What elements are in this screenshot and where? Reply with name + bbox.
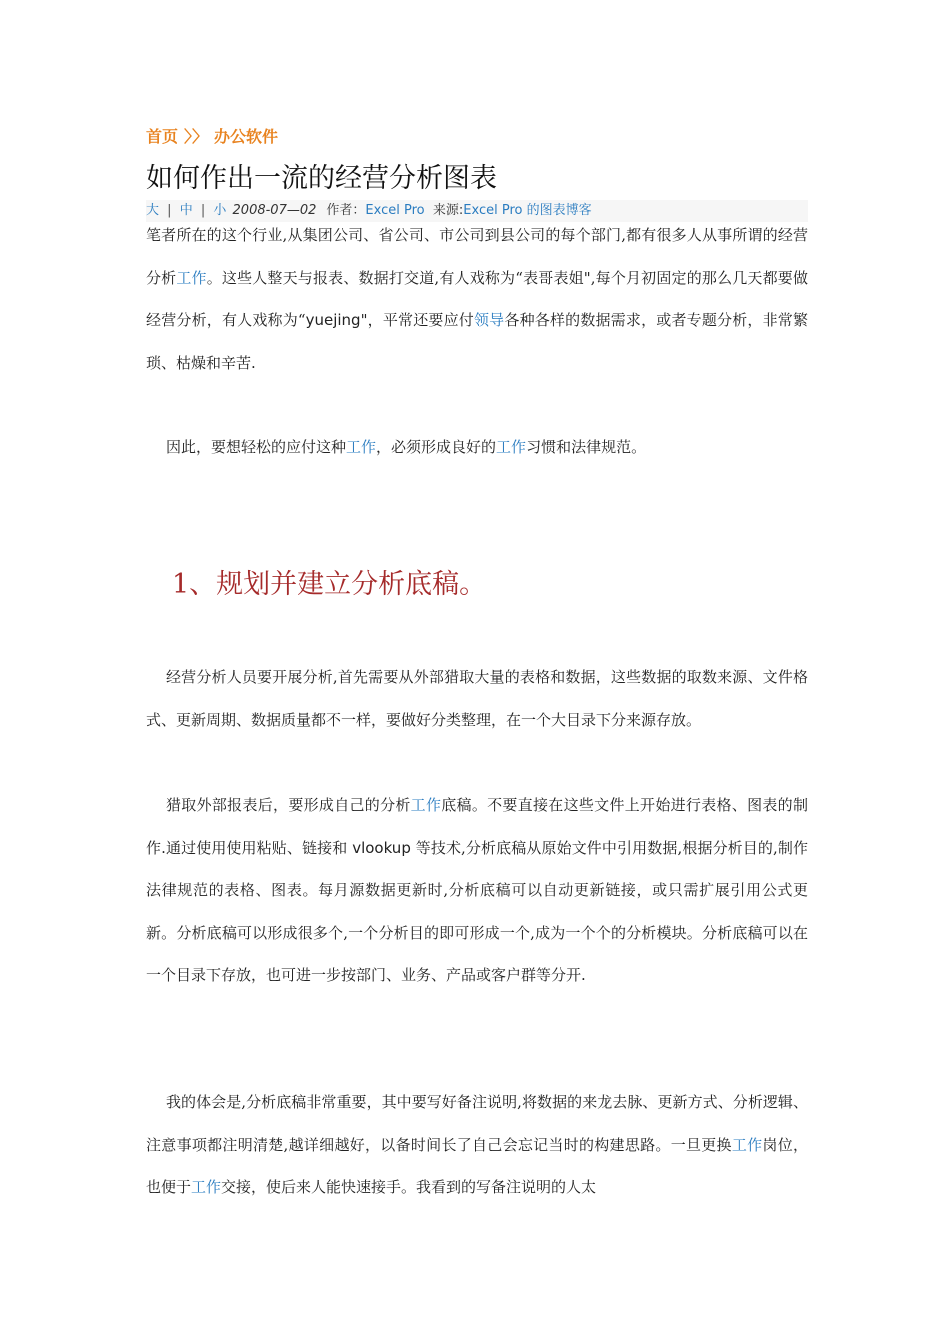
- article-paragraph: [146, 1081, 808, 1209]
- font-size-large-link[interactable]: 大: [146, 203, 160, 218]
- breadcrumb-home-link[interactable]: 首页: [146, 127, 179, 146]
- article-paragraph: 经营分析人员要开展分析,首先需要从外部猎取大量的表格和数据，这些数据的取数来源、文件格式、更新周期、数据质量都不一样，要做好分类整理，在一个大目录下分来源存放。: [146, 668, 808, 729]
- lead-keyword-link[interactable]: 领导: [473, 311, 505, 329]
- author-label: 作者：: [326, 203, 366, 218]
- breadcrumb-separator: 〉〉: [184, 127, 209, 146]
- font-size-medium-link[interactable]: 中: [179, 203, 193, 218]
- author-link[interactable]: Excel Pro: [365, 203, 425, 218]
- work-keyword-link[interactable]: 工作: [346, 438, 377, 456]
- paragraph-text: "，平常还要应付: [360, 311, 474, 329]
- breadcrumb-category-link[interactable]: 办公软件: [214, 127, 279, 146]
- article-paragraph: [146, 426, 808, 469]
- work-keyword-link[interactable]: 工作: [731, 1135, 763, 1154]
- article-paragraph: [146, 784, 808, 997]
- meta-divider: |: [167, 203, 172, 218]
- work-keyword-link[interactable]: 工作: [410, 796, 442, 814]
- article-title: 如何作出一流的经营分析图表: [146, 163, 497, 194]
- paragraph-text: 因此，要想轻松的应付这种: [166, 438, 347, 456]
- paragraph-text: 笔者所在的这个行业,从集团公司、省公司、市公司到县公司的每个部门,都有很多人从事所谓的经营分析: [146, 226, 808, 287]
- section-heading: 1、规划并建立分析底稿。: [172, 569, 487, 600]
- breadcrumb: [146, 124, 278, 147]
- paragraph-text: 习惯和法律规范。: [526, 438, 647, 456]
- meta-divider: |: [200, 203, 206, 218]
- paragraph-text: 猎取外部报表后，要形成自己的分析: [166, 796, 411, 814]
- paragraph-text: vlookup: [352, 838, 411, 857]
- paragraph-text: 各种各样的数据需求，或者专题分析，非常繁琐、枯燥和辛苦.: [146, 311, 808, 372]
- paragraph-text: 岗位，也便于: [146, 1135, 808, 1196]
- paragraph-text: 交接，使后来人能快速接手。我看到的写备注说明的人太: [221, 1178, 597, 1196]
- source-link[interactable]: Excel Pro 的图表博客: [463, 203, 592, 218]
- paragraph-text: 我的体会是,分析底稿非常重要，其中要写好备注说明,将数据的来龙去脉、更新方式、分析逻辑、注意事项都注明清楚,越详细越好，以备时间长了自己会忘记当时的构建思路。一旦更换: [146, 1093, 808, 1154]
- paragraph-text: 底稿。不要直接在这些文件上开始进行表格、图表的制作.通过使用使用粘贴、链接和: [146, 796, 808, 857]
- work-keyword-link[interactable]: 工作: [496, 438, 527, 456]
- article-paragraph: [146, 214, 808, 384]
- source-label: 来源:: [432, 203, 464, 218]
- paragraph-text: 。这些人整天与报表、数据打交道,有人戏称为“表哥表姐",每个月初固定的那么几天都要做经营分析，有人戏称为“: [146, 268, 808, 329]
- paragraph-text: yuejing: [305, 311, 361, 329]
- work-keyword-link[interactable]: 工作: [176, 268, 207, 287]
- article-date: 2008-07—02: [232, 203, 317, 218]
- paragraph-text: 等技术,分析底稿从原始文件中引用数据,根据分析目的,制作法律规范的表格、图表。每月源数据更新时,分析底稿可以自动更新链接，或只需扩展引用公式更新。分析底稿可以形成很多个,一个分析目的即可形成一个,成为一个个的分析模块。分析底稿可以在一个目录下存放，也可进一步按部门、业务、产品或客户群等分开.: [146, 838, 808, 984]
- paragraph-text: ，必须形成良好的: [376, 438, 497, 456]
- work-keyword-link[interactable]: 工作: [191, 1178, 222, 1196]
- font-size-small-link[interactable]: 小: [213, 203, 227, 218]
